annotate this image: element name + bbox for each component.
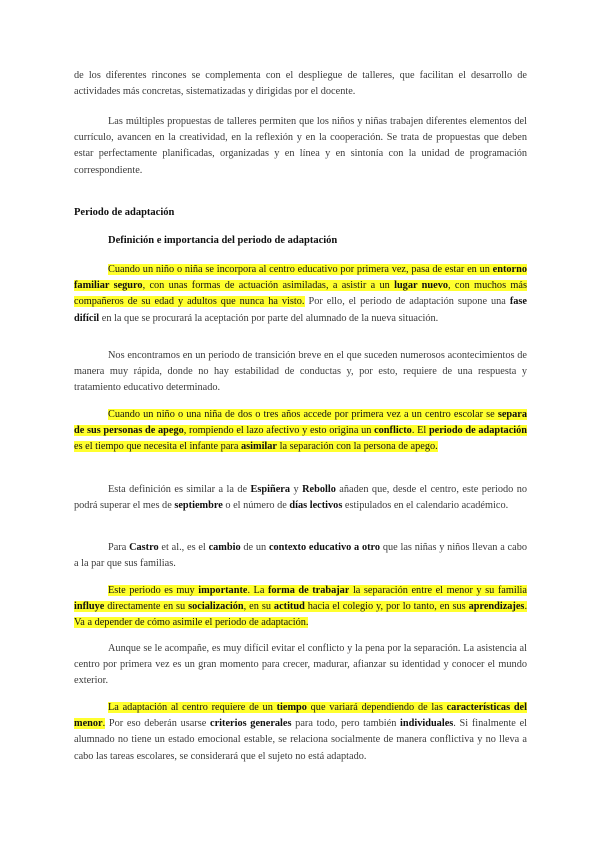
- bold-text: contexto educativo a otro: [268, 542, 381, 553]
- bold-text: cambio: [208, 542, 241, 553]
- text-run: añaden que, desde el centro, este periodo no podrá superar el mes de: [74, 484, 528, 512]
- paragraph: [74, 700, 527, 765]
- text-run: que variará dependiendo de las: [306, 702, 447, 713]
- text-run: Cuando un niño o niña se incorpora al centro educativo por primera vez, pasa de estar en un: [108, 264, 493, 275]
- bold-text: Castro: [129, 542, 159, 553]
- paragraph: [74, 540, 527, 572]
- text-run: Esta definición es similar a la de: [108, 484, 251, 495]
- text-run: . Va a depender de cómo asimile el periodo de adaptación.: [74, 601, 528, 629]
- bold-text: conflicto: [374, 425, 412, 437]
- bold-text: septiembre: [174, 500, 223, 512]
- text-run: de un: [240, 542, 269, 553]
- text-run: Nos encontramos en un periodo de transición breve en el que suceden numerosos acontecimientos de manera muy rápida, donde no hay estabilidad de conductas y, por esto, requiere de una respuesta y tratamiento educativo determinado.: [74, 350, 527, 394]
- paragraph: [74, 262, 527, 327]
- text-run: . El: [411, 425, 429, 437]
- bold-text: actitud: [273, 601, 305, 613]
- bold-text: importante: [198, 585, 248, 596]
- paragraph: [74, 348, 527, 397]
- bold-text: forma de trabajar: [267, 585, 350, 596]
- text-run: Las múltiples propuestas de talleres permiten que los niños y niñas trabajen diferentes elementos del currículo, avancen en la creatividad, en la reflexión y en la cooperación. Se trata de propuestas que deben estar perfectamente planificadas, organizadas y en línea y en sintonía con la unidad de programación correspondiente.: [74, 116, 527, 176]
- text-run: , con unas formas de actuación asimiladas, a asistir a un: [142, 280, 395, 292]
- bold-text: fase difícil: [74, 296, 527, 324]
- text-run: Por eso deberán usarse: [105, 718, 211, 730]
- text-run: o el número de: [222, 500, 290, 512]
- text-run: , rompiendo el lazo afectivo y esto origina un: [183, 425, 375, 437]
- bold-text: tiempo: [276, 702, 307, 713]
- text-run: Cuando un niño o una niña de dos o tres años accede por primera vez a un centro escolar se: [108, 409, 498, 420]
- bold-text: Rebollo: [302, 484, 336, 495]
- bold-text: separa de sus personas de apego: [74, 409, 527, 437]
- bold-text: características del menor: [74, 702, 527, 730]
- paragraph: [74, 114, 527, 179]
- text-run: estipulados en el calendario académico.: [342, 500, 509, 512]
- paragraph: [74, 482, 527, 514]
- bold-text: Espiñera: [250, 484, 291, 495]
- bold-text: individuales: [400, 718, 454, 730]
- bold-text: entorno familiar seguro: [74, 264, 527, 292]
- subsection-heading: Definición e importancia del periodo de adaptación: [108, 235, 338, 246]
- text-run: para todo, pero también: [291, 718, 401, 730]
- bold-text: influye: [74, 601, 105, 613]
- bold-text: aprendizajes: [468, 601, 525, 613]
- section-heading: Periodo de adaptación: [74, 207, 175, 218]
- text-run: et al., es el: [158, 542, 209, 553]
- text-run: La adaptación al centro requiere de un: [108, 702, 277, 713]
- bold-text: días lectivos: [289, 500, 343, 512]
- text-run: Aunque se le acompañe, es muy difícil evitar el conflicto y la pena por la separación. La asistencia al centro por primera vez es un gran momento para crecer, madurar, afianzar su identidad y conocer el mundo exterior.: [74, 643, 527, 687]
- bold-text: lugar nuevo: [394, 280, 448, 292]
- text-run: la separación con la persona de apego.: [277, 441, 438, 453]
- text-run: .: [102, 718, 106, 730]
- bold-text: periodo de adaptación: [428, 425, 527, 437]
- paragraph: [74, 407, 527, 456]
- paragraph: [74, 583, 527, 632]
- text-run: . Si finalmente el alumnado no tiene un estado emocional estable, se relaciona socialmente de manera conflictiva y no lleva a cabo las tareas escolares, se considerará que el sujeto no está adaptado.: [74, 718, 527, 762]
- text-run: la separación entre el menor y su familia: [349, 585, 527, 596]
- text-run: , con muchos más compañeros de su edad y adultos que nunca ha visto.: [74, 280, 527, 308]
- text-run: , en su: [243, 601, 274, 613]
- text-run: es el tiempo que necesita el infante para: [74, 441, 241, 453]
- bold-text: criterios generales: [210, 718, 292, 730]
- text-run: Para: [108, 542, 130, 553]
- bold-text: socialización: [188, 601, 244, 613]
- text-run: directamente en su: [104, 601, 189, 613]
- paragraph: [74, 641, 527, 690]
- text-run: Este periodo es muy: [108, 585, 199, 596]
- text-run: y: [290, 484, 303, 495]
- paragraph: [74, 68, 527, 100]
- bold-text: asimilar: [240, 441, 278, 453]
- text-run: hacia el colegio y, por lo tanto, en sus: [304, 601, 469, 613]
- text-run: . La: [247, 585, 268, 596]
- text-run: en la que se procurará la aceptación por parte del alumnado de la nueva situación.: [99, 312, 439, 324]
- text-run: de los diferentes rincones se complementa con el despliegue de talleres, que facilitan el desarrollo de actividades más concretas, sistematizadas y dirigidas por el docente.: [74, 70, 527, 98]
- text-run: Por ello, el periodo de adaptación supone una: [304, 296, 510, 308]
- text-run: que las niñas y niños llevan a cabo a la par que sus familias.: [74, 542, 527, 570]
